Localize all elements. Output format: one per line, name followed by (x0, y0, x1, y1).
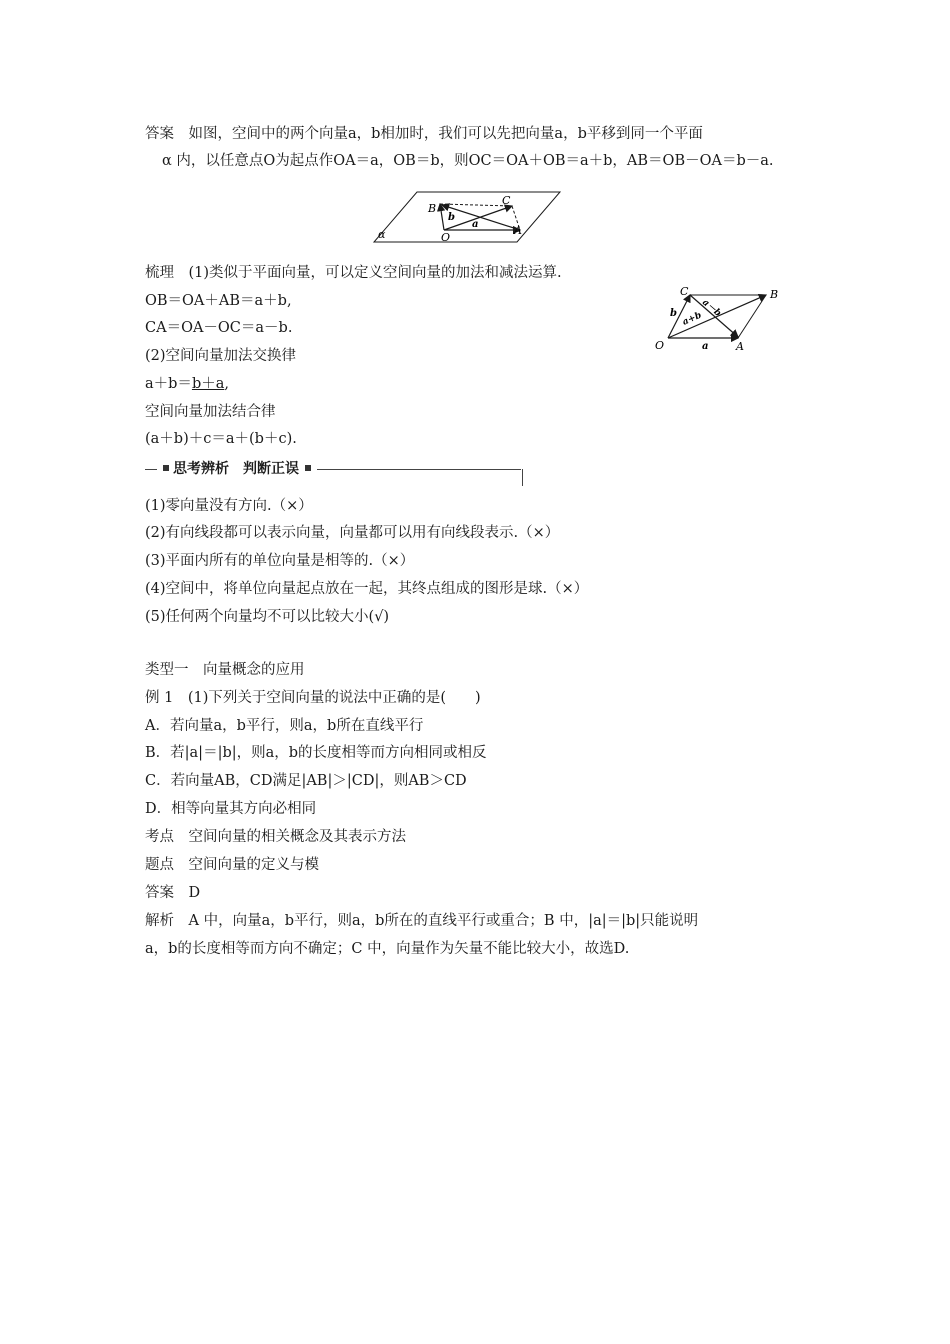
answer-label: 答案 (145, 126, 174, 142)
answer-line-1 (145, 124, 703, 144)
label2-c: C (680, 285, 689, 298)
judgment-3: (3)平面内所有的单位向量是相等的.（×） (145, 553, 415, 569)
label2-vec-b: b (670, 308, 677, 319)
example1-answer: 答案 D (145, 885, 201, 901)
option-d: D．相等向量其方向必相同 (145, 801, 317, 817)
label2-a-minus-b: a－b (700, 297, 723, 319)
label-c-point: C (502, 194, 511, 207)
example1-stem: 例 1 (1)下列关于空间向量的说法中正确的是( ) (145, 690, 481, 706)
judgment-4: (4)空间中，将单位向量起点放在一起，其终点组成的图形是球.（×） (145, 581, 589, 597)
label2-o: O (655, 339, 665, 352)
summary-label: 梳理 (145, 265, 174, 281)
plane-outline (374, 192, 560, 242)
judgment-1: (1)零向量没有方向.（×） (145, 498, 313, 514)
label2-vec-a: a (702, 341, 709, 352)
option-a: A．若向量a，b平行，则a，b所在直线平行 (145, 718, 424, 734)
square-bullet-icon (305, 465, 311, 471)
summary-eq-1: OB＝OA＋AB＝a＋b, (145, 293, 292, 309)
label2-b: B (770, 288, 779, 301)
type1-title: 类型一 向量概念的应用 (145, 662, 305, 678)
comm-end: , (224, 376, 229, 392)
analysis-line-2: a，b的长度相等而方向不确定；C 中，向量作为矢量不能比较大小，故选D. (145, 941, 630, 957)
summary-line-1 (145, 263, 562, 283)
label-vec-a: a (472, 219, 479, 230)
label-b-point: B (428, 202, 437, 215)
option-b: B．若|a|＝|b|，则a，b的长度相等而方向相同或相反 (145, 745, 487, 761)
figure-parallelogram (650, 283, 785, 355)
label-vec-b: b (448, 212, 455, 223)
associative-law: (a＋b)＋c＝a＋(b＋c). (145, 431, 297, 447)
option-c: C．若向量AB，CD满足|AB|＞|CD|，则AB＞CD (145, 773, 467, 789)
summary-line-3: 空间向量加法结合律 (145, 404, 276, 420)
comm-left: a＋b＝ (145, 376, 192, 392)
label-alpha: α (378, 228, 386, 241)
judgment-2: (2)有向线段都可以表示向量，向量都可以用有向线段表示.（×） (145, 525, 560, 541)
summary-text-1: (1)类似于平面向量，可以定义空间向量的加法和减法运算. (188, 265, 562, 281)
label2-a: A (736, 340, 744, 353)
label2-a-plus-b: a+b (681, 310, 704, 328)
analysis-line-1: 解析 A 中，向量a，b平行，则a，b所在的直线平行或重合；B 中，|a|＝|b|只能说明 (145, 913, 699, 929)
comm-right: b＋a (191, 376, 225, 392)
banner-text: 思考辨析 判断正误 (173, 461, 299, 477)
summary-eq-2: CA＝OA－OC＝a－b. (145, 320, 293, 336)
tidian: 题点 空间向量的定义与模 (145, 857, 319, 873)
kaodian: 考点 空间向量的相关概念及其表示方法 (145, 829, 406, 845)
answer-text-1: 如图，空间中的两个向量a，b相加时，我们可以先把向量a，b平移到同一个平面 (188, 126, 703, 142)
figure-plane-vectors (372, 190, 562, 244)
label-o-point: O (441, 231, 451, 244)
banner-label (157, 459, 317, 479)
vector-ob (440, 204, 444, 230)
commutative-law (145, 374, 229, 394)
summary-line-2: (2)空间向量加法交换律 (145, 348, 297, 364)
answer-line-2: α 内，以任意点O为起点作OA＝a，OB＝b，则OC＝OA＋OB＝a＋b，AB＝OB－OA＝b－a. (162, 153, 774, 169)
square-bullet-icon (163, 465, 169, 471)
label-a-point: A (514, 224, 522, 237)
judgment-5: (5)任何两个向量均不可以比较大小(√) (145, 609, 390, 625)
section-banner (145, 458, 523, 488)
